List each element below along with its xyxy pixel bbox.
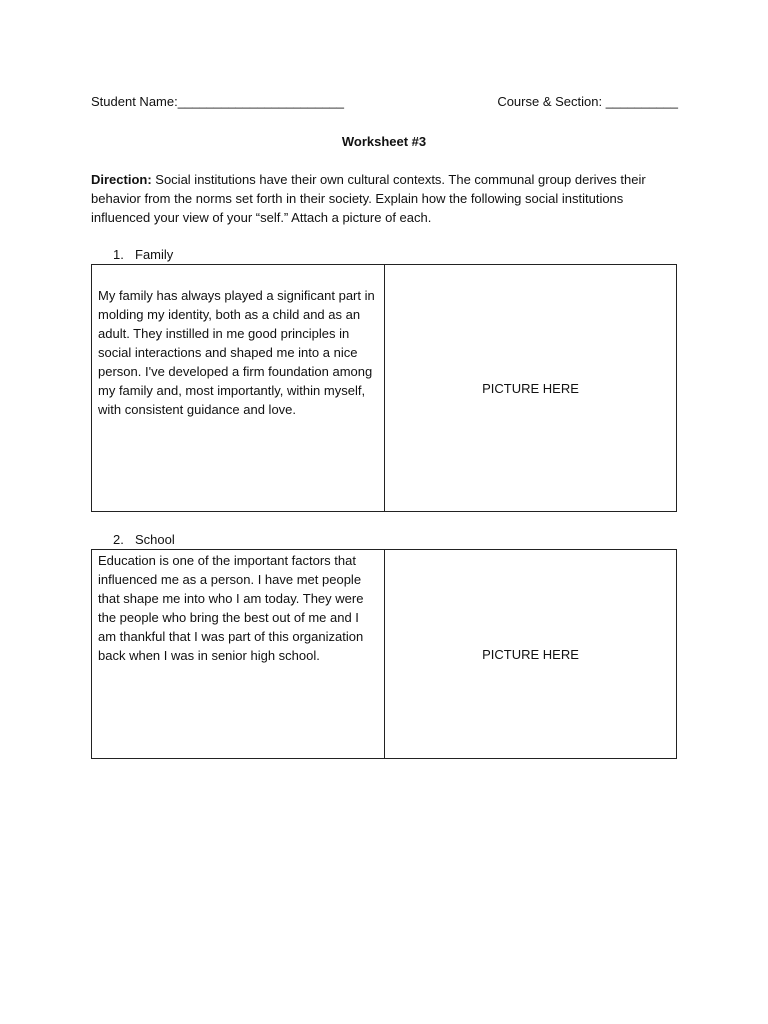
course-section-field: Course & Section: __________ <box>497 94 678 109</box>
family-heading-label: Family <box>135 247 174 262</box>
header-row <box>91 94 678 112</box>
school-heading-label: School <box>135 532 175 547</box>
family-picture-placeholder: PICTURE HERE <box>482 380 579 396</box>
family-answer-table <box>91 264 677 512</box>
school-number: 2. <box>113 532 124 547</box>
school-answer-text: Education is one of the important factors that influenced me as a person. I have met people that shape me into who I am today. They were the people who bring the best out of me and I am thankful that I was part of this organization back when I was in senior high school. <box>92 550 385 758</box>
direction-text: Social institutions have their own cultural contexts. The communal group derives their behavior from the norms set forth in their society. Explain how the following social institutions influenced your view of your “self.” Attach a picture of each. <box>91 172 646 225</box>
student-name-field: Student Name:_______________________ <box>91 94 345 109</box>
direction-label: Direction: <box>91 172 152 187</box>
family-number: 1. <box>113 247 124 262</box>
direction-paragraph <box>91 170 661 227</box>
school-picture-cell <box>385 550 676 758</box>
family-picture-cell <box>385 265 676 511</box>
school-answer-table <box>91 549 677 759</box>
school-heading <box>113 532 175 547</box>
family-heading <box>113 247 173 262</box>
family-answer-text: My family has always played a significant part in molding my identity, both as a child and as an adult. They instilled in me good principles in social interactions and shaped me into a nice person. I've developed a firm foundation among my family and, most importantly, within myself, with consistent guidance and love. <box>92 265 385 511</box>
school-picture-placeholder: PICTURE HERE <box>482 646 579 662</box>
worksheet-title: Worksheet #3 <box>341 134 427 149</box>
